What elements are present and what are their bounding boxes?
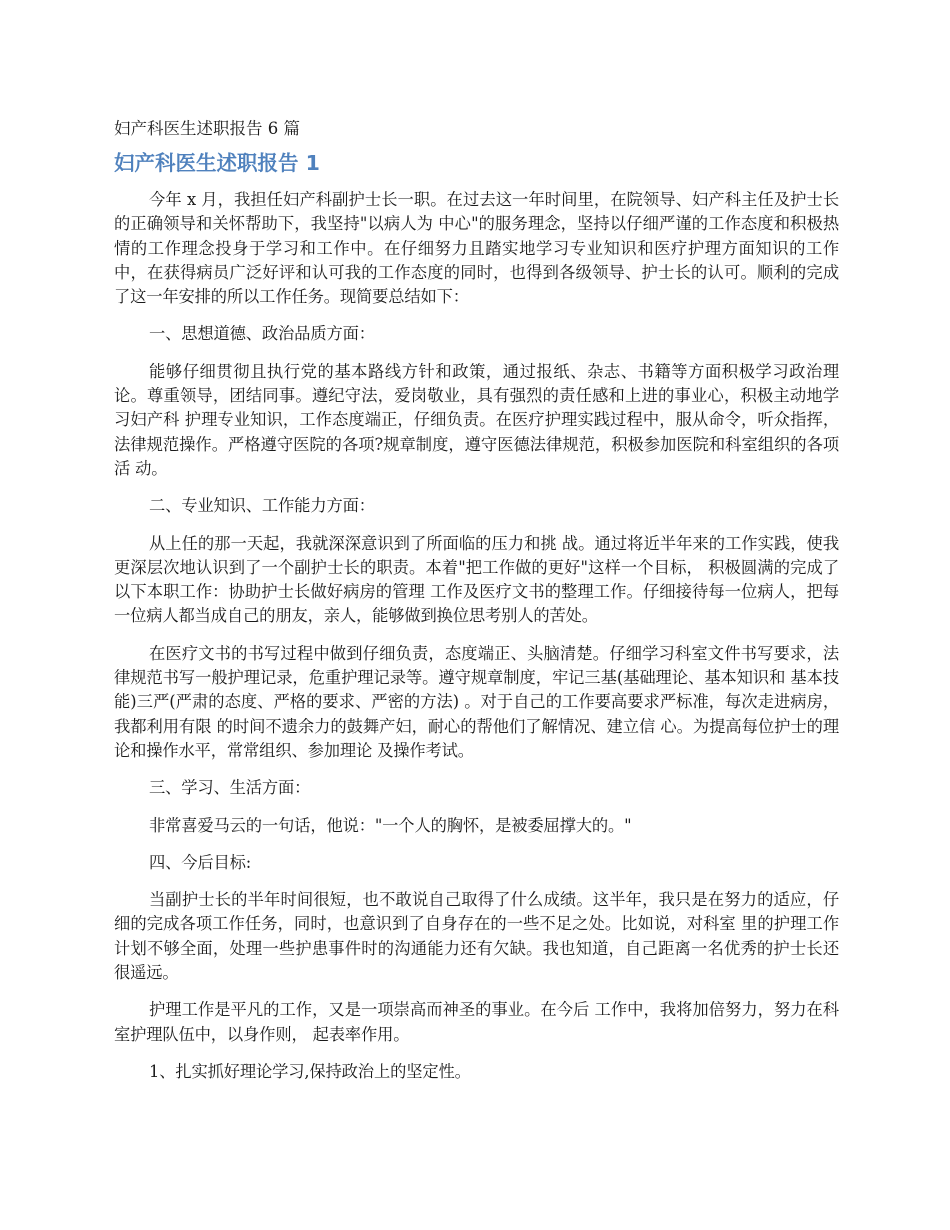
list-item-1: 1、扎实抓好理论学习,保持政治上的坚定性。 — [149, 1061, 471, 1081]
documentation-paragraph: 在医疗文书的书写过程中做到仔细负责，态度端正、头脑清楚。仔细学习科室文件书写要求，法律规范书写一般护理记录，危重护理记录等。遵守规章制度，牢记三基(基础理论、基本知识和 基本技能)三严(严肃的态度、严格的要求、严密的方法) 。对于自己的工作要高要求严标准，每次走进病房，我都利用有限 的时间不遗余力的鼓舞产妇，耐心的帮他们了解情况、建立信 心。为提高每位护士的理论和操作水平，常常组织、参加理论 及操作考试。 — [114, 643, 839, 760]
subheading-goals: 四、今后目标: — [149, 852, 252, 872]
subheading-study-life: 三、学习、生活方面： — [149, 778, 311, 798]
section-heading: 妇产科医生述职报告 1 — [114, 151, 320, 175]
document-page — [114, 118, 839, 1097]
quote-paragraph: 非常喜爱马云的一句话，他说："一个人的胸怀，是被委屈撑大的。" — [149, 815, 632, 835]
subheading-ethics: 一、思想道德、政治品质方面： — [149, 324, 375, 344]
ethics-paragraph: 能够仔细贯彻且执行党的基本路线方针和政策，通过报纸、杂志、书籍等方面积极学习政治理论。尊重领导，团结同事。遵纪守法，爱岗敬业，具有强烈的责任感和上进的事业心，积极主动地学习妇产科 护理专业知识，工作态度端正，仔细负责。在医疗护理实践过程中，服从命令，听众指挥，法律规范操作。严格遵守医院的各项?规章制度，遵守医德法律规范，积极参加医院和科室组织的各项活 动。 — [114, 361, 839, 478]
commitment-paragraph: 护理工作是平凡的工作，又是一项崇高而神圣的事业。在今后 工作中，我将加倍努力，努力在科室护理队伍中，以身作则， 起表率作用。 — [114, 1000, 839, 1044]
professional-paragraph: 从上任的那一天起，我就深深意识到了所面临的压力和挑 战。通过将近半年来的工作实践，使我更深层次地认识到了一个副护士长的职责。本着"把工作做的更好"这样一个目标， 积极圆满的完成了以下本职工作：协助护士长做好病房的管理 工作及医疗文书的整理工作。仔细接待每一位病人，把每一位病人都当成自己的朋友，亲人，能够做到换位思考别人的苦处。 — [114, 533, 839, 626]
goals-paragraph: 当副护士长的半年时间很短，也不敢说自己取得了什么成绩。这半年，我只是在努力的适应，仔细的完成各项工作任务，同时，也意识到了自身存在的一些不足之处。比如说，对科室 里的护理工作计划不够全面，处理一些护患事件时的沟通能力还有欠缺。我也知道，自己距离一名优秀的护士长还很遥远。 — [114, 890, 839, 983]
subheading-professional: 二、专业知识、工作能力方面： — [149, 496, 375, 516]
intro-paragraph: 今年 x 月，我担任妇产科副护士长一职。在过去这一年时间里，在院领导、妇产科主任及护士长的正确领导和关怀帮助下，我坚持"以病人为 中心"的服务理念，坚持以仔细严谨的工作态度和积极热情的工作理念投身于学习和工作中。在仔细努力且踏实地学习专业知识和医疗护理方面知识的工作中，在获得病员广泛好评和认可我的工作态度的同时，也得到各级领导、护士长的认可。顺利的完成了这一年安排的所以工作任务。现简要总结如下： — [114, 190, 839, 307]
document-title: 妇产科医生述职报告 6 篇 — [114, 119, 300, 138]
